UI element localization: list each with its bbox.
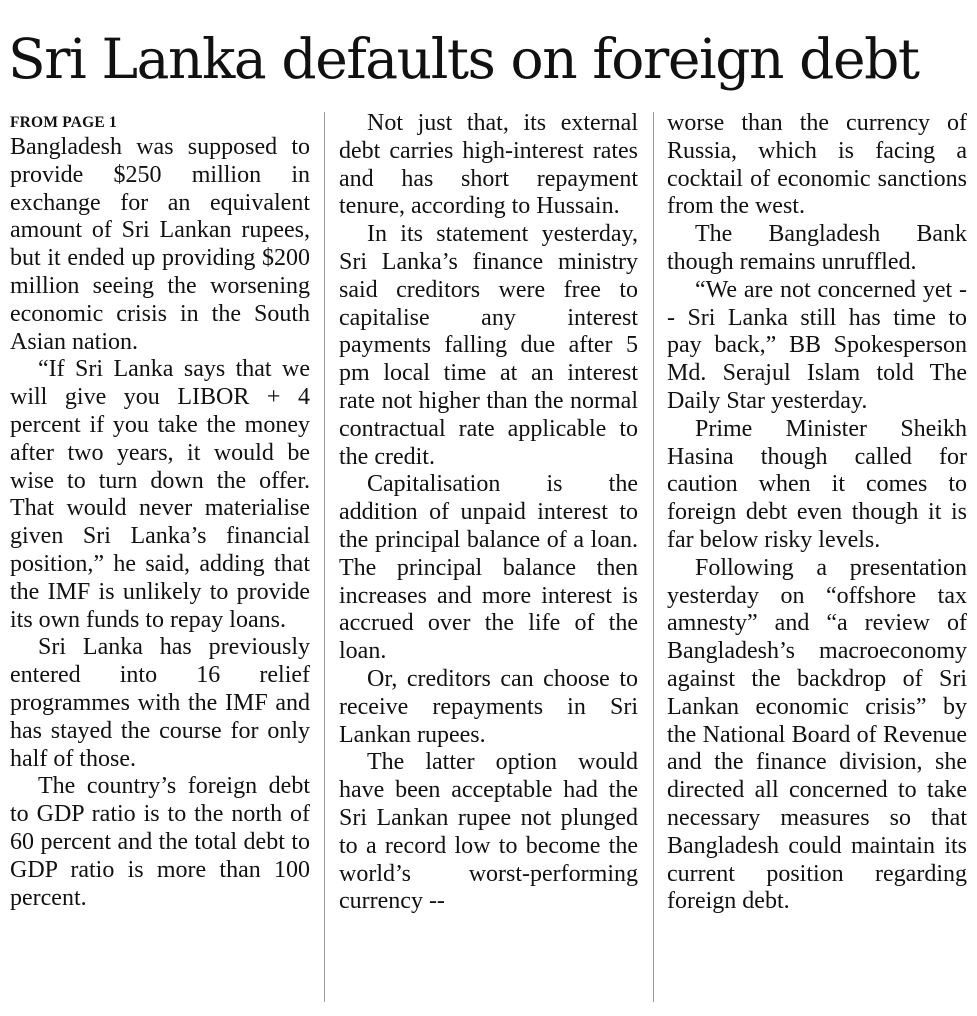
paragraph: The latter option would have been acceptable had the Sri Lankan rupee not plunged to a record low to become the world’s worst-performing currency -- xyxy=(339,749,638,915)
column-divider xyxy=(324,112,325,1002)
from-page-label: FROM PAGE 1 xyxy=(10,114,117,131)
column-2 xyxy=(339,110,638,916)
paragraph: Following a presentation yesterday on “offshore tax amnesty” and “a review of Bangladesh’s macroeconomy against the backdrop of Sri Lankan economic crisis” by the National Board of Revenue and the finance division, she directed all concerned to take necessary measures so that Bangladesh could maintain its current position regarding foreign debt. xyxy=(667,554,967,915)
paragraph: worse than the currency of Russia, which is facing a cocktail of economic sanctions from the west. xyxy=(667,110,967,220)
paragraph: The country’s foreign debt to GDP ratio is to the north of 60 percent and the total debt to GDP ratio is more than 100 percent. xyxy=(10,773,310,911)
column-1 xyxy=(10,110,310,912)
paragraph: “If Sri Lanka says that we will give you LIBOR + 4 percent if you take the money after two years, it would be wise to turn down the offer. That would never materialise given Sri Lanka’s financial position,” he said, adding that the IMF is unlikely to provide its own funds to repay loans. xyxy=(10,356,310,633)
paragraph: Capitalisation is the addition of unpaid interest to the principal balance of a loan. The principal balance then increases and more interest is accrued over the life of the loan. xyxy=(339,471,638,665)
column-3 xyxy=(667,110,967,916)
paragraph: Not just that, its external debt carries high-interest rates and has short repayment tenure, according to Hussain. xyxy=(339,110,638,220)
paragraph: Or, creditors can choose to receive repayments in Sri Lankan rupees. xyxy=(339,665,638,748)
paragraph: The Bangladesh Bank though remains unruffled. xyxy=(667,221,967,275)
headline: Sri Lanka defaults on foreign debt xyxy=(8,27,919,91)
column-divider xyxy=(653,112,654,1002)
paragraph: In its statement yesterday, Sri Lanka’s finance ministry said creditors were free to capitalise any interest payments falling due after 5 pm local time at an interest rate not higher than the normal contractual rate applicable to the credit. xyxy=(339,221,638,470)
paragraph: “We are not concerned yet -- Sri Lanka still has time to pay back,” BB Spokesperson Md. Serajul Islam told The Daily Star yesterday. xyxy=(667,276,967,414)
paragraph: Sri Lanka has previously entered into 16 relief programmes with the IMF and has stayed the course for only half of those. xyxy=(10,634,310,772)
paragraph: Prime Minister Sheikh Hasina though called for caution when it comes to foreign debt even though it is far below risky levels. xyxy=(667,415,967,553)
paragraph: Bangladesh was supposed to provide $250 million in exchange for an equivalent amount of Sri Lankan rupees, but it ended up providing $200 million seeing the worsening economic crisis in the South Asian nation. xyxy=(10,134,310,355)
